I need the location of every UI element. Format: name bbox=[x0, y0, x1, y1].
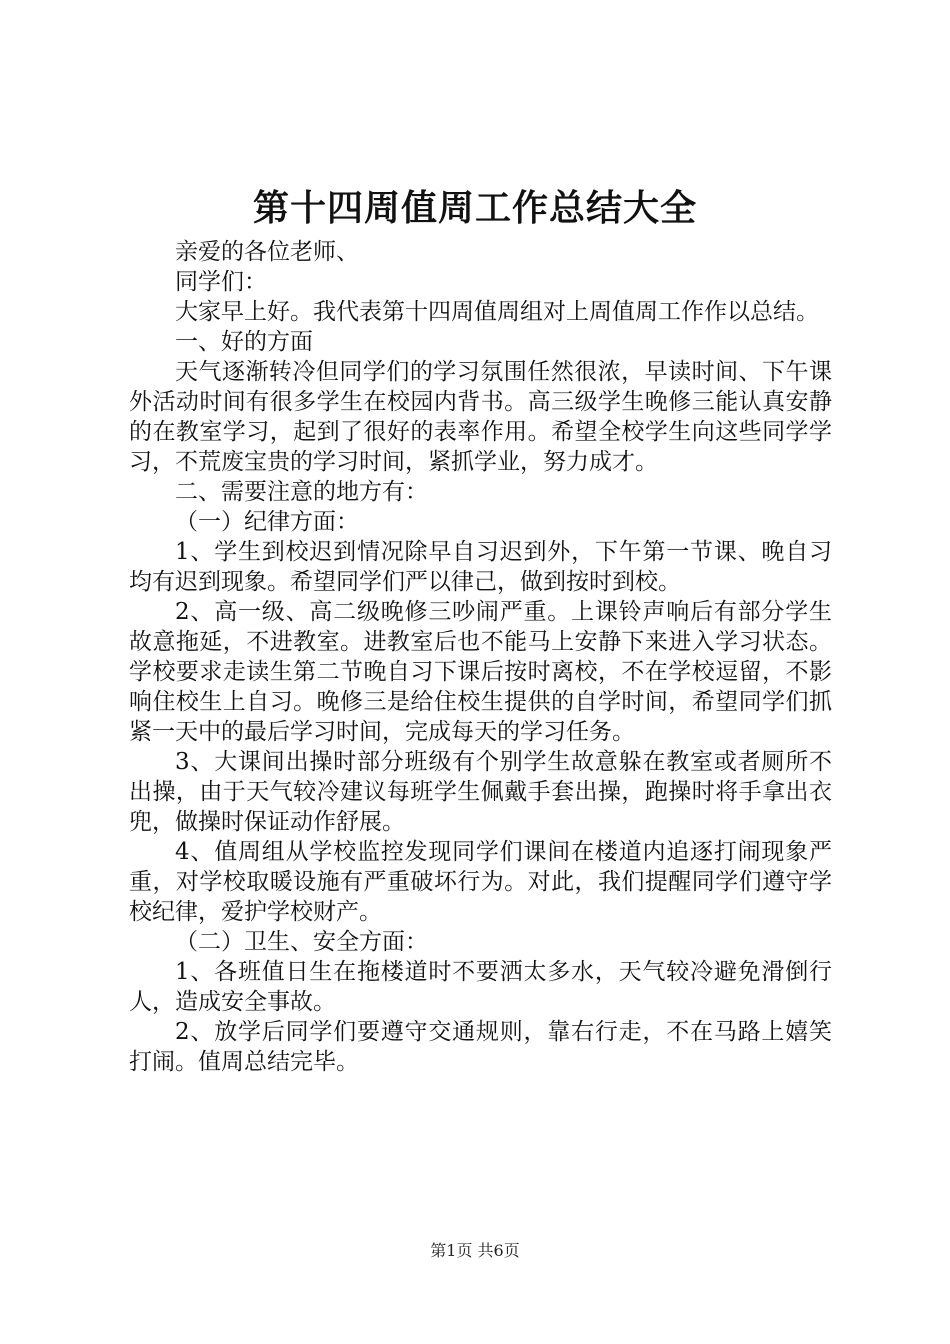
paragraph-good: 天气逐渐转冷但同学们的学习氛围任然很浓，早读时间、下午课外活动时间有很多学生在校园内背书。高三级学生晚修三能认真安静的在教室学习，起到了很好的表率作用。希望全校学生向这些同学学习，不荒废宝贵的学习时间，紧抓学业，努力成才。 bbox=[129, 359, 832, 475]
paragraph-greeting-1: 亲爱的各位老师、 bbox=[175, 239, 359, 265]
section-heading-good: 一、好的方面 bbox=[175, 329, 313, 355]
paragraph-discipline-3: 3、大课间出操时部分班级有个别学生故意躲在教室或者厕所不出操，由于天气较冷建议每班学生佩戴手套出操，跑操时将手拿出衣兜，做操时保证动作舒展。 bbox=[129, 749, 832, 835]
subsection-heading-hygiene: （二）卫生、安全方面： bbox=[175, 929, 428, 955]
subsection-heading-discipline: （一）纪律方面： bbox=[175, 509, 359, 535]
paragraph-discipline-4: 4、值周组从学校监控发现同学们课间在楼道内追逐打闹现象严重，对学校取暖设施有严重破坏行为。对此，我们提醒同学们遵守学校纪律，爱护学校财产。 bbox=[129, 839, 832, 925]
document-title: 第十四周值周工作总结大全 bbox=[252, 187, 697, 229]
paragraph-hygiene-2: 2、放学后同学们要遵守交通规则，靠右行走，不在马路上嬉笑打闹。值周总结完毕。 bbox=[129, 1019, 832, 1075]
document-body bbox=[129, 237, 832, 1077]
paragraph-discipline-2: 2、高一级、高二级晚修三吵闹严重。上课铃声响后有部分学生故意拖延，不进教室。进教室后也不能马上安静下来进入学习状态。学校要求走读生第二节晚自习下课后按时离校，不在学校逗留，不影响住校生上自习。晚修三是给住校生提供的自学时间，希望同学们抓紧一天中的最后学习时间，完成每天的学习任务。 bbox=[129, 599, 832, 745]
paragraph-greeting-2: 同学们： bbox=[175, 269, 267, 295]
page-footer: 第1页 共6页 bbox=[430, 1241, 520, 1260]
paragraph-discipline-1: 1、学生到校迟到情况除早自习迟到外，下午第一节课、晚自习均有迟到现象。希望同学们严以律己，做到按时到校。 bbox=[129, 539, 832, 595]
section-heading-attention: 二、需要注意的地方有： bbox=[175, 479, 428, 505]
paragraph-hygiene-1: 1、各班值日生在拖楼道时不要洒太多水，天气较冷避免滑倒行人，造成安全事故。 bbox=[129, 959, 832, 1015]
paragraph-intro: 大家早上好。我代表第十四周值周组对上周值周工作作以总结。 bbox=[175, 299, 819, 325]
